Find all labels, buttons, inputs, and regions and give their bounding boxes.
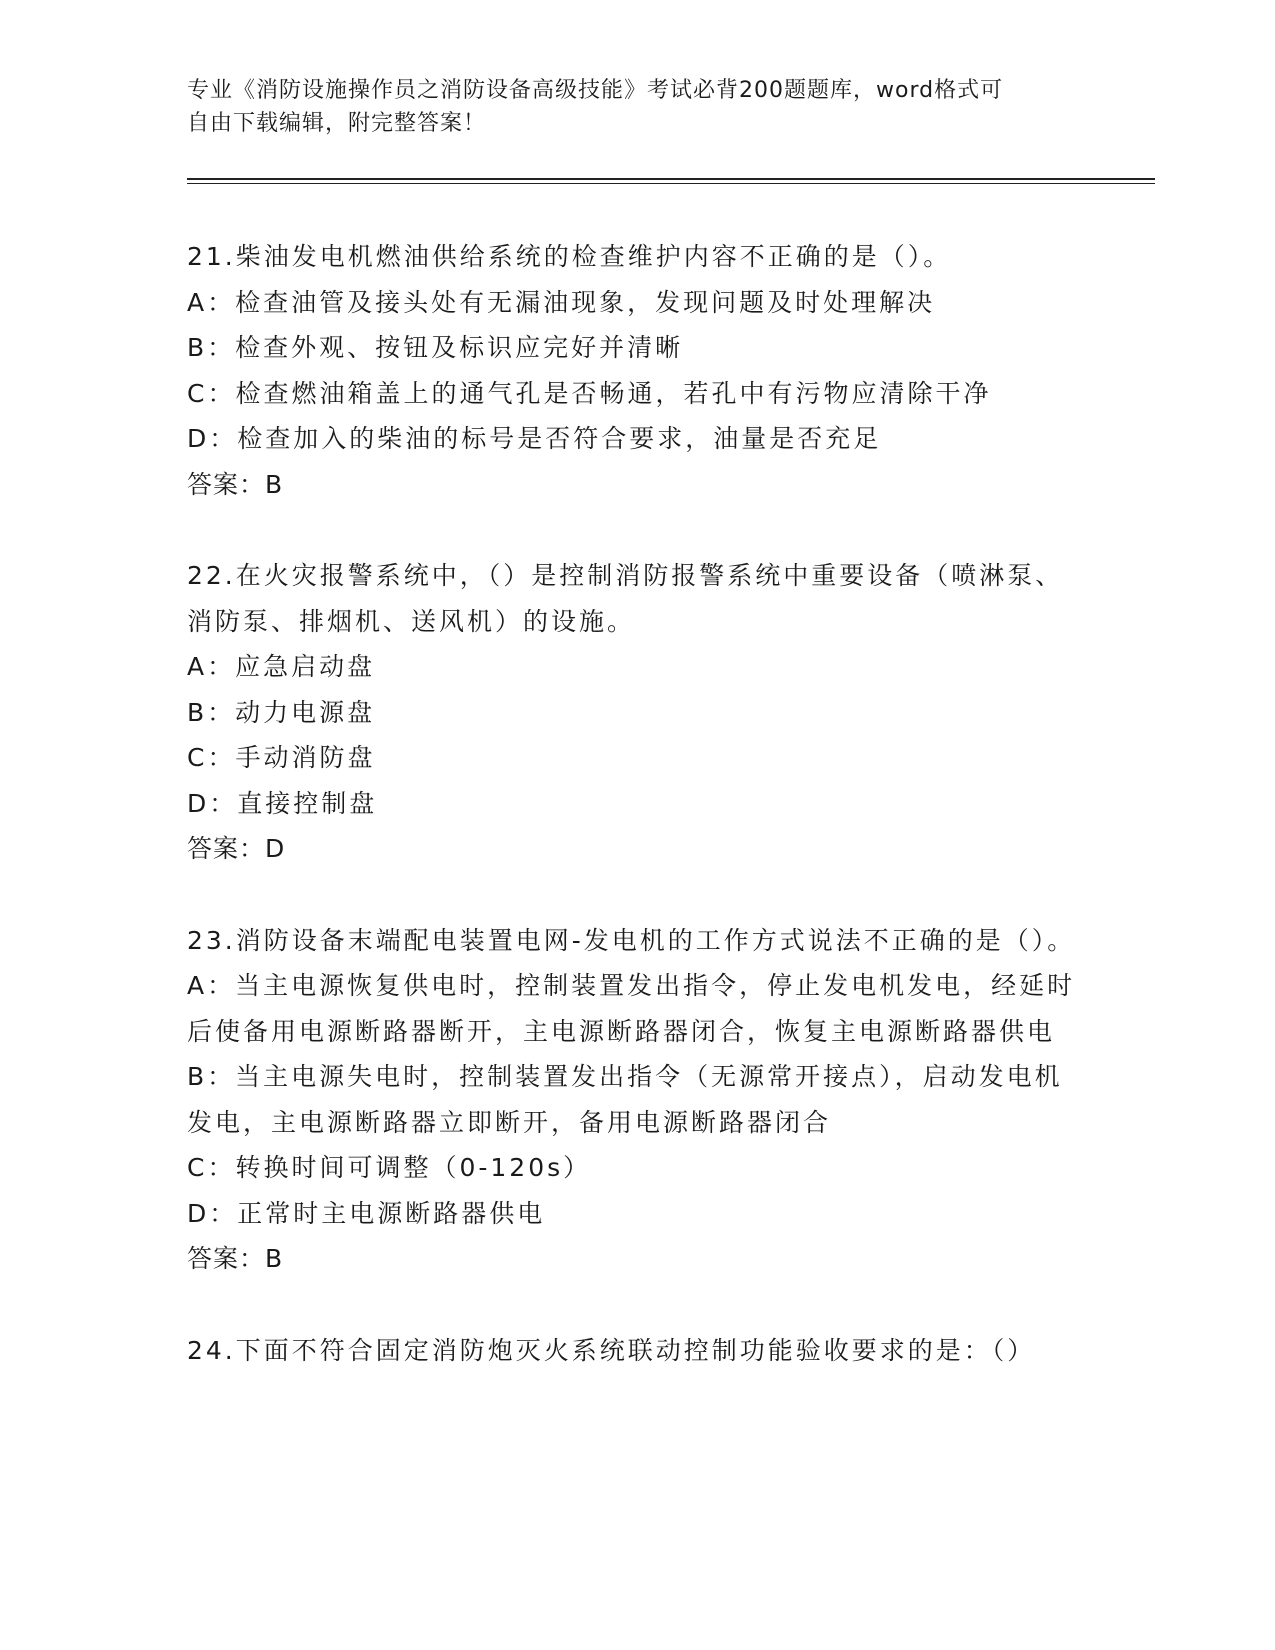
option-a: A：检查油管及接头处有无漏油现象，发现问题及时处理解决 [187, 287, 936, 317]
option-d: D：直接控制盘 [187, 788, 378, 818]
option-b: B：动力电源盘 [187, 697, 376, 727]
option-c: C：转换时间可调整（0-120s） [187, 1153, 592, 1182]
option-b: B：当主电源失电时，控制装置发出指令（无源常开接点），启动发电机发电，主电源断路器立即断开，备用电源断路器闭合 [187, 1062, 1063, 1137]
question-stem: 21.柴油发电机燃油供给系统的检查维护内容不正确的是（）。 [187, 242, 952, 271]
answer-label: 答案：B [187, 1244, 284, 1273]
question-stem: 23.消防设备末端配电装置电网-发电机的工作方式说法不正确的是（）。 [187, 925, 1076, 955]
question-23 [187, 918, 1077, 1282]
question-stem: 24.下面不符合固定消防炮灭火系统联动控制功能验收要求的是：（） [187, 1335, 1036, 1365]
header-divider [187, 178, 1155, 184]
answer-label: 答案：D [187, 834, 286, 863]
answer-label: 答案：B [187, 469, 284, 499]
option-d: D：正常时主电源断路器供电 [187, 1198, 546, 1228]
option-a: A：当主电源恢复供电时，控制装置发出指令，停止发电机发电，经延时后使备用电源断路器断开，主电源断路器闭合，恢复主电源断路器供电 [187, 971, 1076, 1046]
option-a: A：应急启动盘 [187, 652, 376, 681]
question-list [187, 234, 1077, 1419]
document-header [187, 74, 1087, 140]
option-c: C：手动消防盘 [187, 743, 376, 772]
question-24 [187, 1328, 1077, 1374]
question-21 [187, 234, 1077, 507]
question-stem: 22.在火灾报警系统中，（）是控制消防报警系统中重要设备（喷淋泵、消防泵、排烟机、送风机）的设施。 [187, 561, 1064, 636]
header-line-2: 自由下载编辑，附完整答案！ [187, 111, 487, 136]
option-c: C：检查燃油箱盖上的通气孔是否畅通，若孔中有污物应清除干净 [187, 378, 992, 408]
option-d: D：检查加入的柴油的标号是否符合要求，油量是否充足 [187, 424, 882, 453]
question-22 [187, 553, 1077, 872]
header-line-1: 专业《消防设施操作员之消防设备高级技能》考试必背200题题库，word格式可 [187, 78, 1004, 103]
option-b: B：检查外观、按钮及标识应完好并清晰 [187, 333, 684, 362]
